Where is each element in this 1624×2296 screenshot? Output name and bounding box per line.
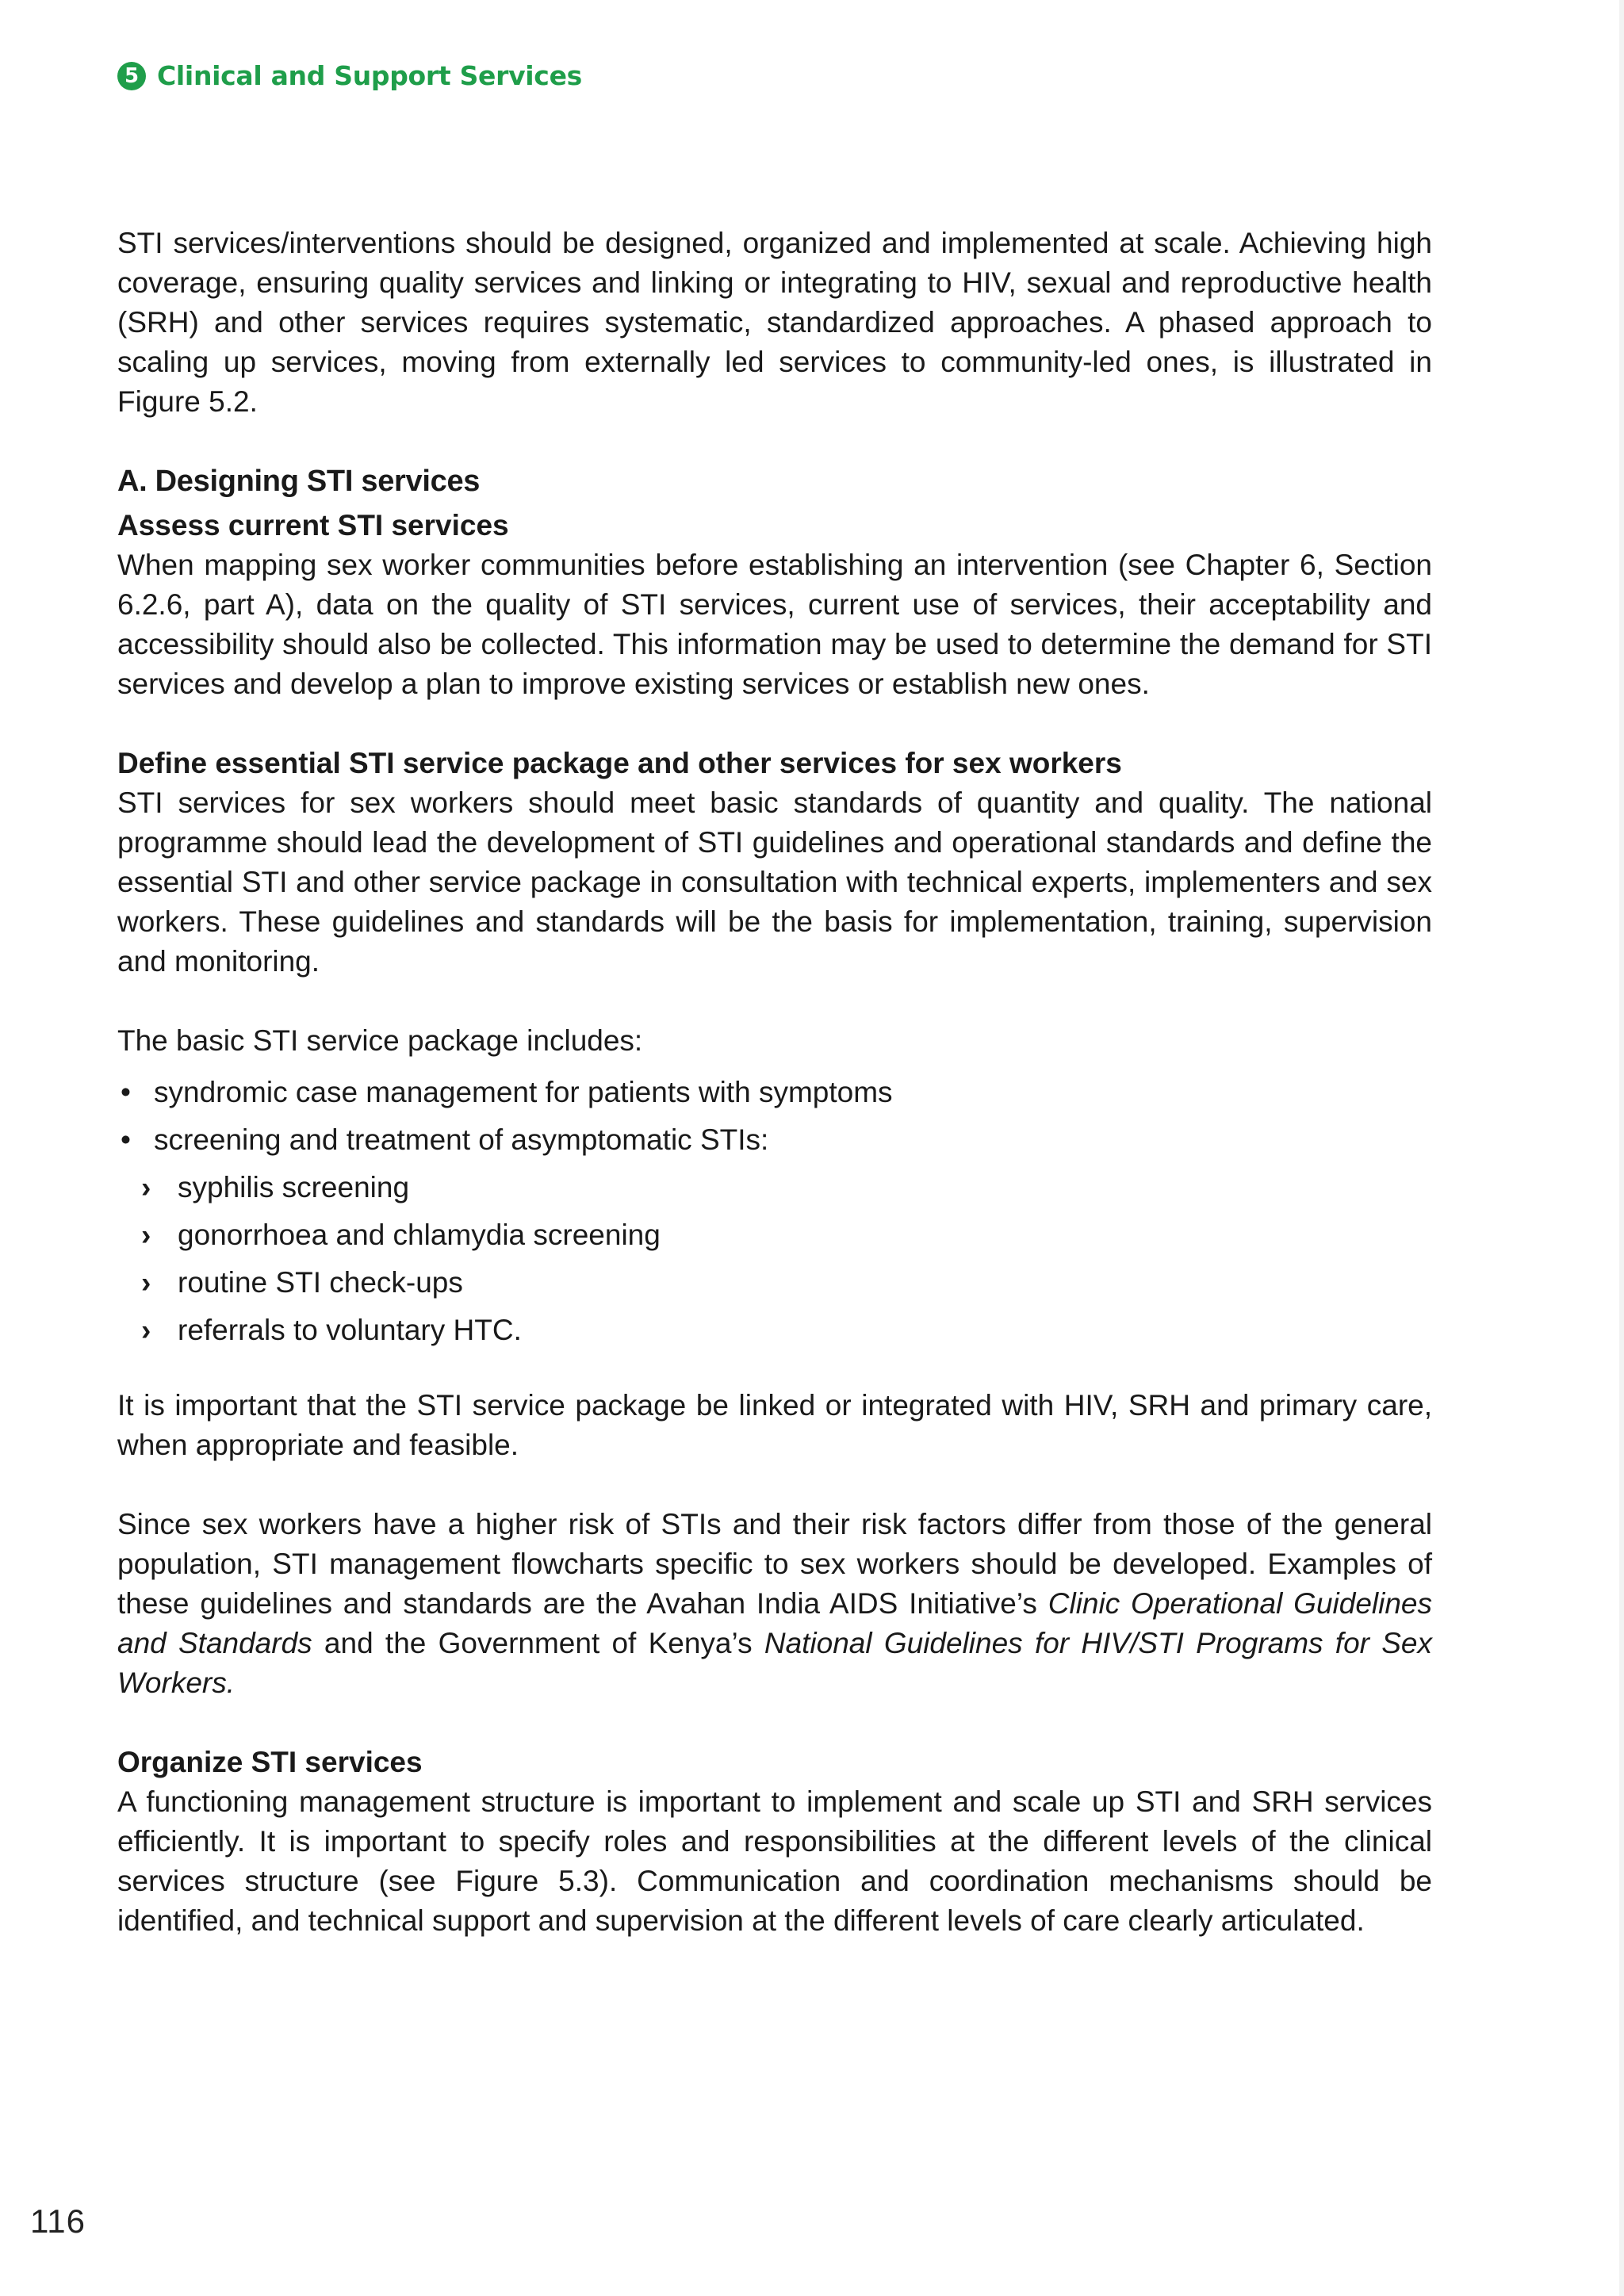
list-item-text: syndromic case management for patients with symptoms (154, 1076, 893, 1108)
list-item (141, 1211, 1432, 1259)
list-item-text: referrals to voluntary HTC. (178, 1314, 522, 1346)
flowchart-text-1: Since sex workers have a higher risk of STIs and their risk factors differ from those of the general population, STI management flowcharts specific to sex workers should be developed. Examples of these guidelines and standards are the Avahan India AIDS Initiative’s (117, 1508, 1432, 1620)
intro-paragraph: STI services/interventions should be designed, organized and implemented at scale. Achieving high coverage, ensuring quality services and linking or integrating to HIV, sexual and reproductive health (SRH) and other services requires systematic, standardized approaches. A phased approach to scaling up services, moving from externally led services to community-led ones, is illustrated in Figure 5.2. (117, 227, 1432, 418)
bullet-dot-icon: • (121, 1076, 131, 1108)
avahan-guidelines-title: Clinic Operational Guidelines and Standards (117, 1587, 1432, 1659)
chevron-right-icon: › (141, 1219, 151, 1251)
page-edge-strip (1619, 0, 1624, 2296)
page-content (117, 224, 1432, 1941)
organize-paragraph: A functioning management structure is important to implement and scale up STI and SRH services efficiently. It is important to specify roles and responsibilities at the different levels of the clinical services structure (see Figure 5.3). Communication and coordination mechanisms should be identified, and technical support and supervision at the different levels of care clearly articulated. (117, 1785, 1432, 1937)
chevron-right-icon: › (141, 1314, 151, 1346)
kenya-guidelines-title: National Guidelines for HIV/STI Programs for Sex Workers. (117, 1627, 1433, 1699)
list-item (141, 1307, 1432, 1354)
section-a-heading: A. Designing STI services (117, 465, 481, 498)
define-heading: Define essential STI service package and other services for sex workers (117, 747, 1122, 779)
assess-heading: Assess current STI services (117, 509, 509, 541)
chevron-right-icon: › (141, 1171, 151, 1203)
list-item-text: gonorrhoea and chlamydia screening (178, 1219, 661, 1251)
package-list (117, 1069, 1432, 1164)
page-number: 116 (30, 2202, 86, 2240)
assess-paragraph: When mapping sex worker communities before establishing an intervention (see Chapter 6, Section 6.2.6, part A), data on the quality of STI services, current use of services, their acceptability and accessibility should also be collected. This information may be used to determine the demand for STI services and develop a plan to improve existing services or establish new ones. (117, 549, 1432, 700)
list-item (117, 1116, 1432, 1164)
chevron-right-icon: › (141, 1266, 151, 1299)
list-item (117, 1069, 1432, 1116)
list-item-text: screening and treatment of asymptomatic STIs: (154, 1123, 769, 1156)
define-paragraph: STI services for sex workers should meet basic standards of quantity and quality. The national programme should lead the development of STI guidelines and operational standards and define the essential STI and other service package in consultation with technical experts, implementers and sex workers. These guidelines and standards will be the basis for implementation, training, supervision and monitoring. (117, 786, 1432, 978)
chapter-header (117, 60, 582, 91)
list-item (141, 1164, 1432, 1211)
list-item-text: routine STI check-ups (178, 1266, 463, 1299)
bullet-dot-icon: • (121, 1123, 131, 1156)
chapter-title: Clinical and Support Services (157, 60, 582, 91)
flowchart-paragraph (117, 1505, 1432, 1703)
integration-paragraph: It is important that the STI service package be linked or integrated with HIV, SRH and primary care, when appropriate and feasible. (117, 1389, 1432, 1461)
screening-sublist (117, 1164, 1432, 1354)
package-intro: The basic STI service package includes: (117, 1024, 643, 1057)
list-item-text: syphilis screening (178, 1171, 410, 1203)
chapter-number-badge: 5 (117, 62, 146, 90)
organize-heading: Organize STI services (117, 1746, 423, 1778)
list-item (141, 1259, 1432, 1307)
flowchart-text-2: and the Government of Kenya’s (312, 1627, 764, 1659)
